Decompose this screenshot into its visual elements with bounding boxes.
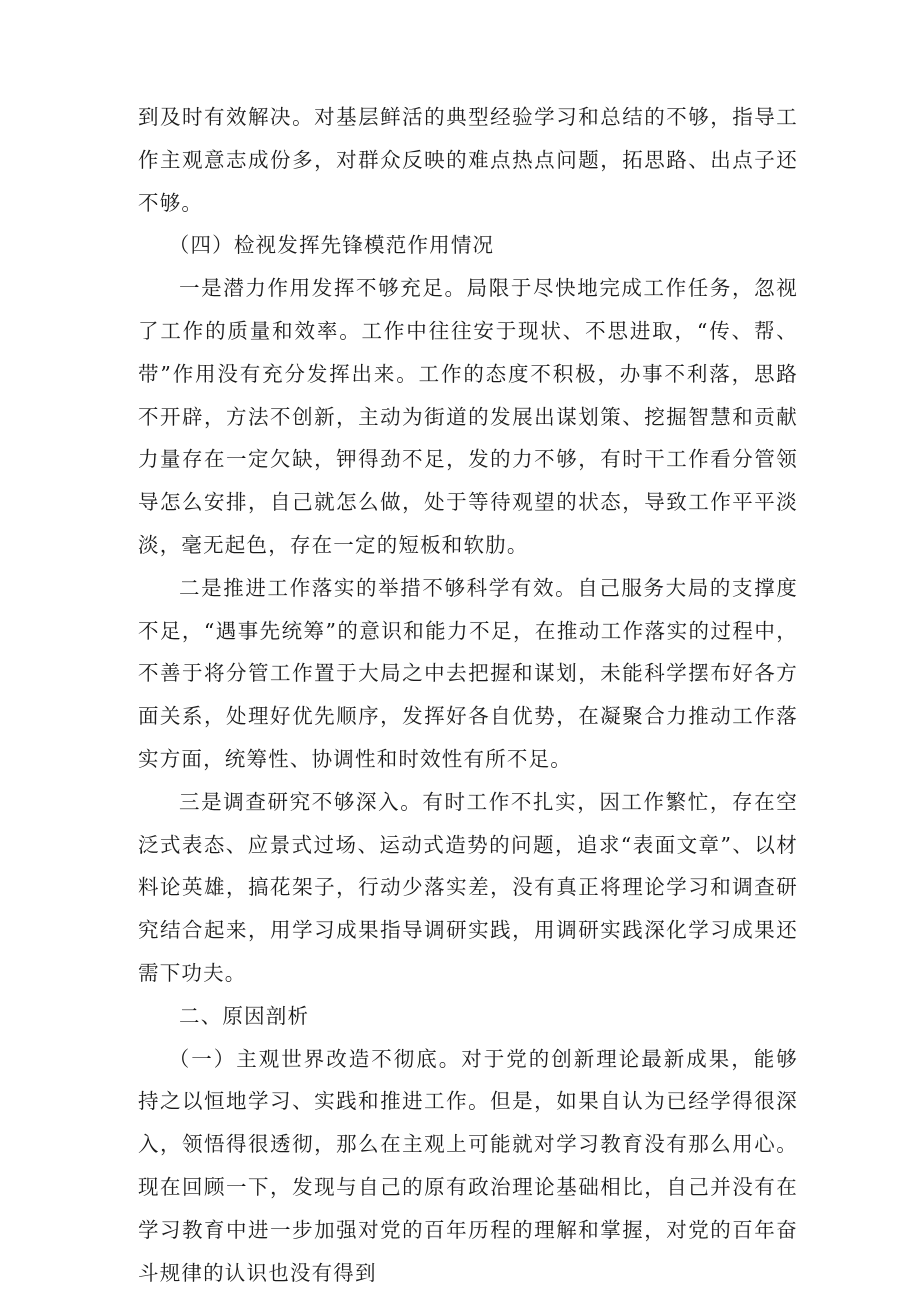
paragraph-research: 三是调查研究不够深入。有时工作不扎实，因工作繁忙，存在空泛式表态、应景式过场、运动式造势的问题，追求“表面文章”、以材料论英雄，搞花架子，行动少落实差，没有真正将理论学习和调查研究结合起来，用学习成果指导调研实践，用调研实践深化学习成果还需下功夫。 <box>138 789 798 985</box>
paragraph-potential: 一是潜力作用发挥不够充足。局限于尽快地完成工作任务，忽视了工作的质量和效率。工作中往往安于现状、不思进取，“传、帮、带”作用没有充分发挥出来。工作的态度不积极，办事不利落，思路不开辟，方法不创新，主动为街道的发展出谋划策、挖掘智慧和贡献力量存在一定欠缺，钾得劲不足，发的力不够，有时干工作看分管领导怎么安排，自己就怎么做，处于等待观望的状态，导致工作平平淡淡，毫无起色，存在一定的短板和软肋。 <box>138 276 798 557</box>
continuation-paragraph: 到及时有效解决。对基层鲜活的典型经验学习和总结的不够，指导工作主观意志成份多，对群众反映的难点热点问题，拓思路、出点子还不够。 <box>138 105 798 215</box>
section-heading-4: （四）检视发挥先锋模范作用情况 <box>168 233 495 258</box>
paragraph-subjective: （一）主观世界改造不彻底。对于党的创新理论最新成果，能够持之以恒地学习、实践和推进工作。但是，如果自认为已经学得很深入，领悟得很透彻，那么在主观上可能就对学习教育没有那么用心。现在回顾一下，发现与自己的原有政治理论基础相比，自己并没有在学习教育中进一步加强对党的百年历程的理解和掌握，对党的百年奋斗规律的认识也没有得到 <box>138 1046 798 1285</box>
document-body <box>138 96 798 1294</box>
paragraph-measures: 二是推进工作落实的举措不够科学有效。自己服务大局的支撑度不足，“遇事先统筹”的意识和能力不足，在推动工作落实的过程中，不善于将分管工作置于大局之中去把握和谋划，未能科学摆布好各方面关系，处理好优先顺序，发挥好各自优势，在凝聚合力推动工作落实方面，统筹性、协调性和时效性有所不足。 <box>138 575 798 771</box>
section-heading-cause-analysis: 二、原因剖析 <box>179 1003 310 1028</box>
